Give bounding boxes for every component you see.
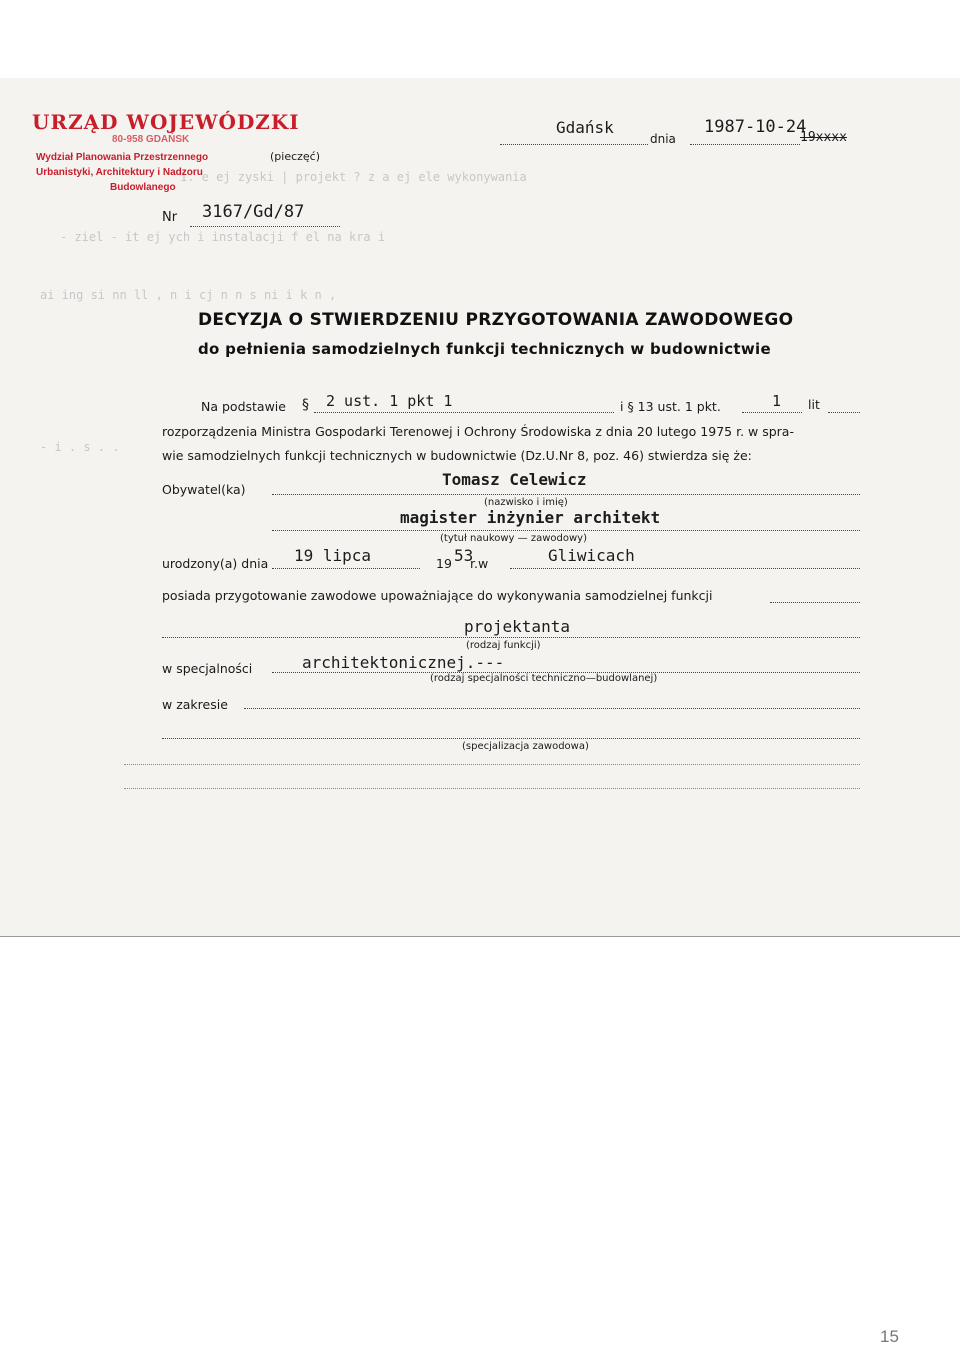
- scope-line: [244, 708, 860, 709]
- number-label: Nr: [162, 210, 178, 225]
- title-caption: (tytuł naukowy — zawodowy): [440, 533, 587, 544]
- document-subtitle: do pełnienia samodzielnych funkcji technicznych w budownictwie: [198, 340, 771, 358]
- specialty-caption: (rodzaj specjalności techniczno—budowlanej): [430, 673, 658, 684]
- function-line: [162, 637, 860, 638]
- decision-number: 3167/Gd/87: [202, 202, 305, 222]
- number-line: [190, 226, 340, 227]
- scope-line: [162, 738, 860, 739]
- birth-day: 19 lipca: [294, 546, 372, 565]
- person-name: Tomasz Celewicz: [442, 470, 587, 489]
- qualification-line: [770, 602, 860, 603]
- stamp-department: Urbanistyki, Architektury i Nadzoru: [36, 167, 203, 178]
- stamp-address: 80-958 GDAŃSK: [112, 134, 190, 145]
- place-value: Gdańsk: [556, 118, 614, 137]
- bleed-through-text: ai ing si nn ll , n i cj n n s ni i k n ,: [40, 288, 337, 302]
- stamp-department: Budowlanego: [110, 182, 176, 193]
- function-value: projektanta: [464, 617, 570, 636]
- paragraph-sign: §: [302, 397, 309, 413]
- lit-line: [828, 412, 860, 413]
- basis-middle: i § 13 ust. 1 pkt.: [620, 399, 721, 414]
- place-line: [500, 144, 648, 145]
- birth-place-line: [510, 568, 860, 569]
- stamp-office-name: URZĄD WOJEWÓDZKI: [32, 110, 300, 134]
- year-prefix: 19: [436, 556, 452, 571]
- title-line: [272, 530, 860, 531]
- professional-title: magister inżynier architekt: [400, 508, 661, 527]
- date-label: dnia: [650, 132, 676, 146]
- crossed-year: 19xxxx: [800, 130, 847, 145]
- scope-caption: (specjalizacja zawodowa): [462, 741, 589, 752]
- paragraph-line: [314, 412, 614, 413]
- stamp-department: Wydział Planowania Przestrzennego: [36, 152, 209, 163]
- birth-place: Gliwicach: [548, 546, 635, 565]
- qualification-sentence: posiada przygotowanie zawodowe upoważniające do wykonywania samodzielnej funkcji: [162, 588, 713, 603]
- date-line: [690, 144, 800, 145]
- lit-label: lit: [808, 397, 820, 412]
- name-line: [272, 494, 860, 495]
- place-prefix: r.w: [470, 556, 489, 571]
- bleed-through-text: - i . s . .: [40, 440, 120, 454]
- birth-label: urodzony(a) dnia: [162, 556, 269, 571]
- divider-line: [124, 788, 860, 789]
- name-caption: (nazwisko i imię): [484, 497, 568, 508]
- citizen-label: Obywatel(ka): [162, 482, 246, 497]
- pkt-line: [742, 412, 802, 413]
- date-value: 1987-10-24: [704, 117, 807, 137]
- stamp-caption: (pieczęć): [270, 150, 321, 163]
- specialty-value: architektonicznej.---: [302, 653, 505, 672]
- divider-line: [124, 764, 860, 765]
- document-title: DECYZJA O STWIERDZENIU PRZYGOTOWANIA ZAWODOWEGO: [198, 310, 794, 330]
- scope-label: w zakresie: [162, 697, 228, 712]
- page-number: 15: [880, 1327, 899, 1346]
- basis-label: Na podstawie: [201, 399, 286, 414]
- bleed-through-text: - ziel - it ej ych i instalacji f el na kra i: [60, 230, 386, 244]
- birth-year: 53: [454, 546, 474, 565]
- birth-day-line: [272, 568, 420, 569]
- function-caption: (rodzaj funkcji): [466, 640, 541, 651]
- basis-text-line: rozporządzenia Ministra Gospodarki Terenowej i Ochrony Środowiska z dnia 20 lutego 1975 r. w spra-: [162, 424, 794, 439]
- pkt-value: 1: [772, 392, 782, 410]
- specialty-label: w specjalności: [162, 661, 253, 676]
- basis-text-line: wie samodzielnych funkcji technicznych w budownictwie (Dz.U.Nr 8, poz. 46) stwierdza się że:: [162, 448, 752, 463]
- paragraph-value: 2 ust. 1 pkt 1: [326, 392, 453, 410]
- bleed-through-text: 1. e ej zyski | projekt ? z a ej ele wykonywania: [180, 170, 527, 184]
